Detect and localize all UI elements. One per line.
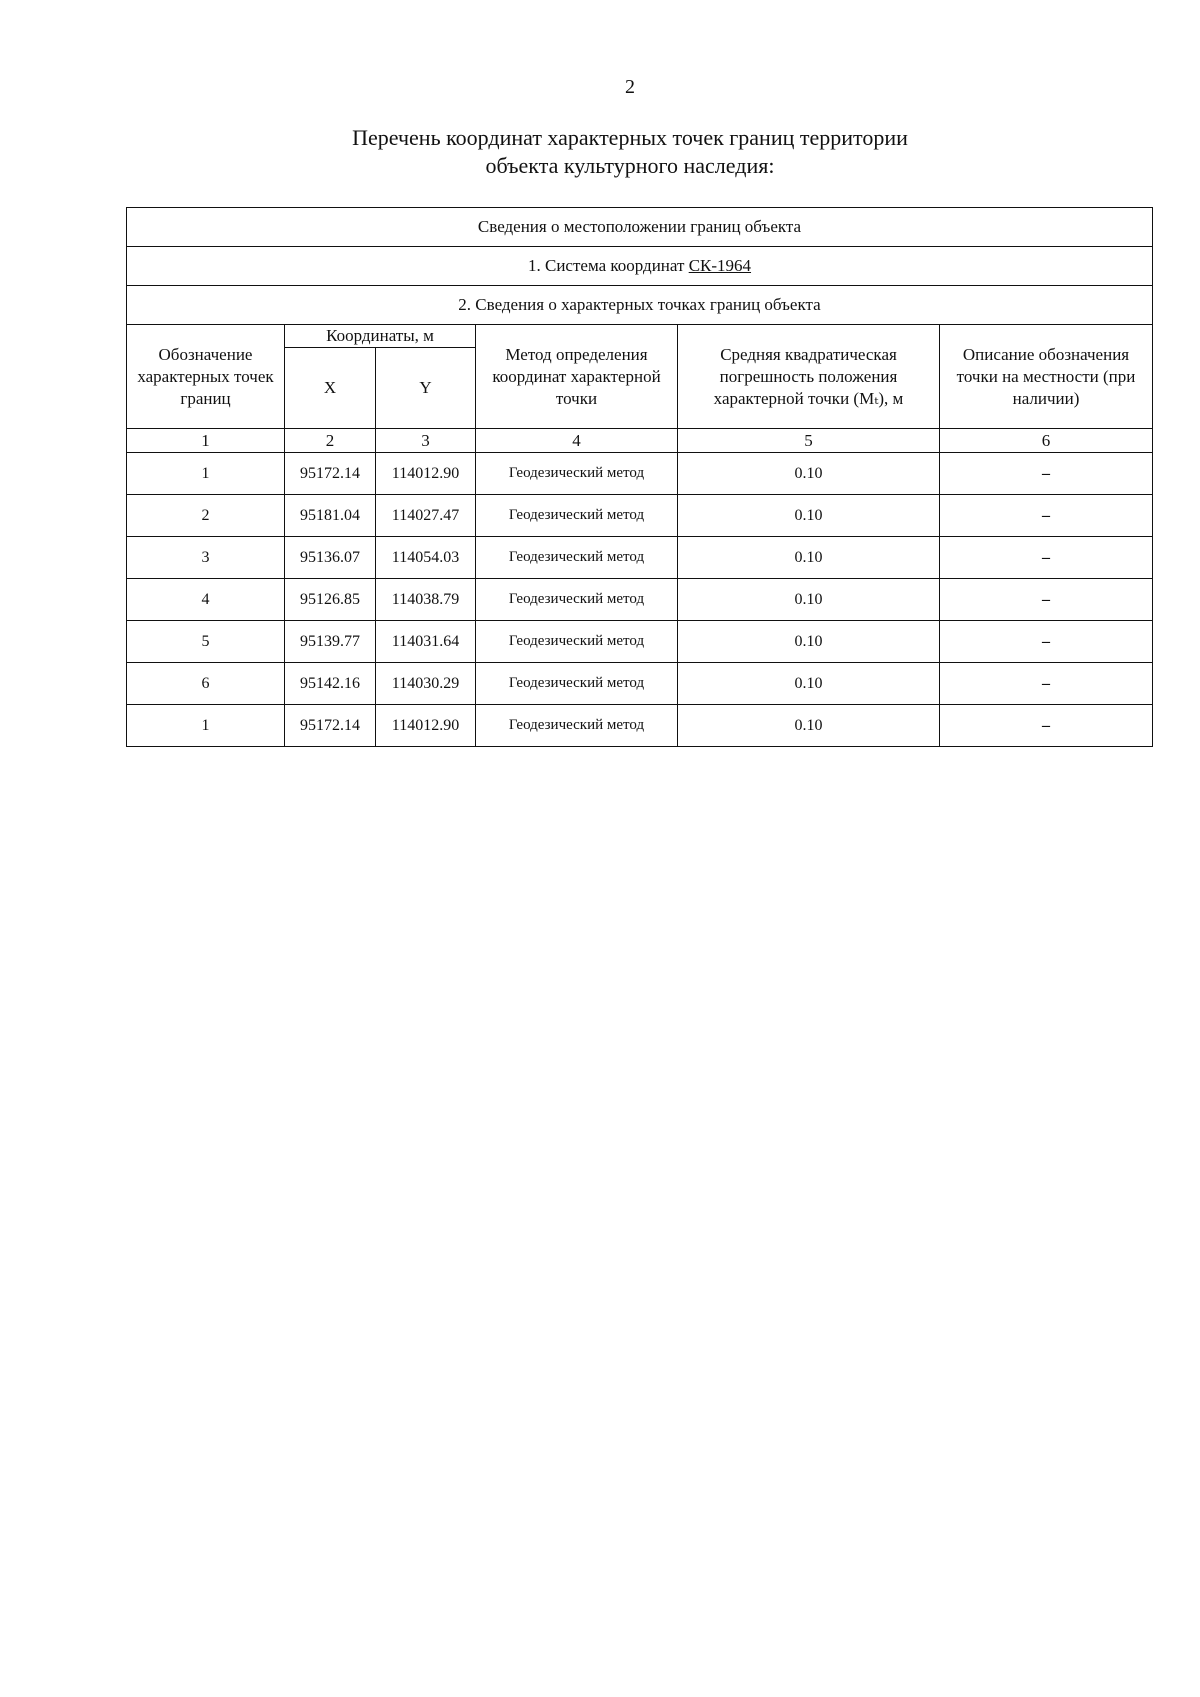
cell-y: 114027.47 [376, 495, 476, 537]
column-number: 1 [127, 429, 285, 453]
cell-accuracy: 0.10 [678, 453, 940, 495]
cell-method: Геодезический метод [476, 453, 678, 495]
title-line-1: Перечень координат характерных точек границ территории [352, 125, 908, 150]
coordinate-system-label: 1. Система координат [527, 256, 689, 275]
cell-description: – [940, 579, 1153, 621]
section-header: Сведения о местоположении границ объекта [127, 208, 1153, 247]
table-row [127, 579, 1153, 621]
cell-method: Геодезический метод [476, 663, 678, 705]
table-row [127, 663, 1153, 705]
cell-x: 95139.77 [285, 621, 376, 663]
col-header-description: Описание обозначения точки на местности (при наличии) [940, 325, 1153, 429]
column-numbers-row [127, 429, 1153, 453]
page-number: 2 [625, 76, 635, 98]
cell-accuracy: 0.10 [678, 621, 940, 663]
cell-accuracy: 0.10 [678, 663, 940, 705]
cell-x: 95126.85 [285, 579, 376, 621]
table-row [127, 705, 1153, 747]
cell-y: 114054.03 [376, 537, 476, 579]
table-row [127, 453, 1153, 495]
cell-method: Геодезический метод [476, 495, 678, 537]
col-header-x: X [285, 348, 376, 429]
cell-point: 1 [127, 453, 285, 495]
cell-point: 2 [127, 495, 285, 537]
cell-method: Геодезический метод [476, 621, 678, 663]
column-number: 3 [376, 429, 476, 453]
document-title [0, 124, 1200, 180]
cell-x: 95181.04 [285, 495, 376, 537]
cell-y: 114038.79 [376, 579, 476, 621]
cell-point: 5 [127, 621, 285, 663]
coordinate-system-value: СК-1964 [688, 256, 752, 275]
cell-y: 114031.64 [376, 621, 476, 663]
cell-description: – [940, 495, 1153, 537]
cell-method: Геодезический метод [476, 537, 678, 579]
table-row [127, 495, 1153, 537]
coordinates-table [126, 207, 1153, 747]
cell-method: Геодезический метод [476, 579, 678, 621]
table-row [127, 621, 1153, 663]
cell-y: 114030.29 [376, 663, 476, 705]
cell-x: 95172.14 [285, 453, 376, 495]
column-number: 5 [678, 429, 940, 453]
cell-x: 95136.07 [285, 537, 376, 579]
column-number: 2 [285, 429, 376, 453]
cell-method: Геодезический метод [476, 705, 678, 747]
points-section-header: 2. Сведения о характерных точках границ объекта [127, 286, 1153, 325]
table-row [127, 537, 1153, 579]
cell-accuracy: 0.10 [678, 705, 940, 747]
col-header-coordinates: Координаты, м [285, 325, 476, 348]
cell-point: 3 [127, 537, 285, 579]
cell-description: – [940, 621, 1153, 663]
col-header-designation: Обозначение характерных точек границ [127, 325, 285, 429]
cell-description: – [940, 663, 1153, 705]
cell-accuracy: 0.10 [678, 537, 940, 579]
cell-description: – [940, 453, 1153, 495]
cell-x: 95142.16 [285, 663, 376, 705]
cell-point: 6 [127, 663, 285, 705]
cell-accuracy: 0.10 [678, 579, 940, 621]
cell-point: 1 [127, 705, 285, 747]
col-header-method: Метод определения координат характерной точки [476, 325, 678, 429]
cell-accuracy: 0.10 [678, 495, 940, 537]
title-line-2: объекта культурного наследия: [485, 153, 775, 178]
column-number: 6 [940, 429, 1153, 453]
cell-y: 114012.90 [376, 705, 476, 747]
cell-description: – [940, 537, 1153, 579]
cell-point: 4 [127, 579, 285, 621]
col-header-accuracy: Средняя квадратическая погрешность положения характерной точки (Mₜ), м [678, 325, 940, 429]
col-header-y: Y [376, 348, 476, 429]
column-number: 4 [476, 429, 678, 453]
cell-y: 114012.90 [376, 453, 476, 495]
coordinate-system-row [127, 247, 1153, 286]
cell-description: – [940, 705, 1153, 747]
cell-x: 95172.14 [285, 705, 376, 747]
